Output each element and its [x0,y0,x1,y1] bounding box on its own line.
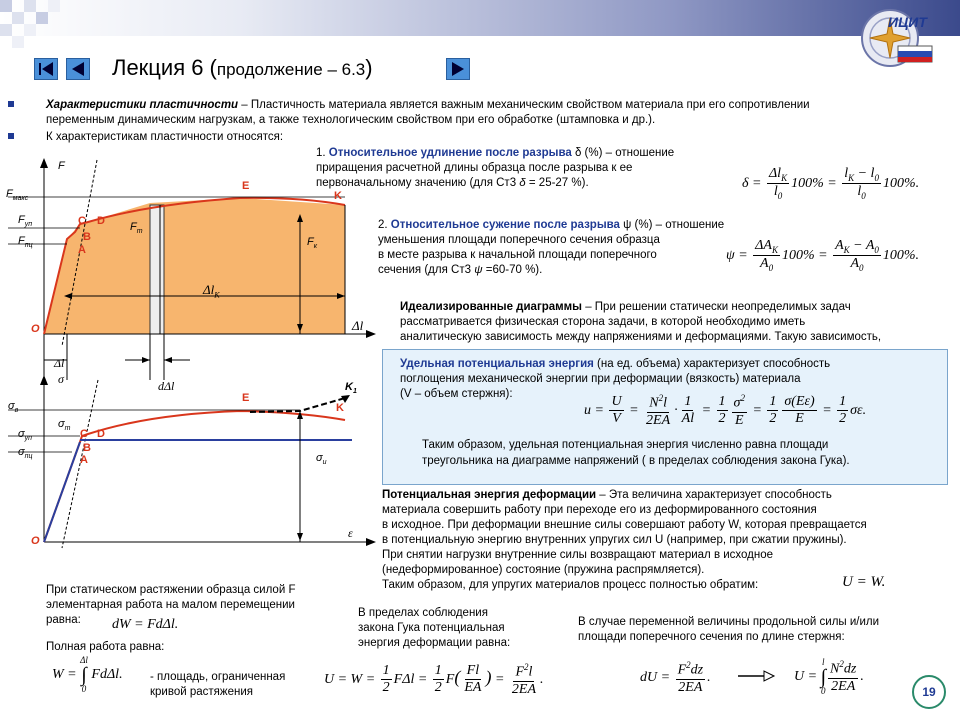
section4-line-1: Потенциальная энергия деформации – Эта величина характеризует способность [382,489,832,501]
intro-line-1: Характеристики пластичности – Пластичность материала является важным механическим свойством материала при его сопротивлении [46,99,810,111]
label-f-max: $F_{макс}$ [6,188,29,203]
section2-line-3: в месте разрыва к начальной площади поперечного [378,249,657,261]
bottom-area-line-2: кривой растяжения [150,686,253,698]
bottom-right-line-1: В случае переменной величины продольной силы и/или [578,616,880,628]
section4-line-5: При снятии нагрузки внутренние силы возвращают материал в исходное [382,549,774,561]
section4-line-7: Таким образом, для упругих материалов процесс полностью обратим: [382,579,759,591]
bullet-marker [8,133,14,139]
label-f-t: $F_т$ [130,221,143,236]
label-point-b: B [83,231,91,243]
header-bar [0,0,960,36]
label-dl-small: Δl [54,356,65,370]
label-sigma-axis: σ [58,372,64,386]
label-point-e: E [242,180,250,192]
section3-line-1: Идеализированные диаграммы – При решении статически неопределимых задач [400,301,851,313]
arrow-right-icon [447,59,469,79]
bottom-left-line-2: элементарная работа на малом перемещении [46,599,295,611]
axis-label-eps: ε [348,526,353,540]
box-conclusion-1: Таким образом, удельная потенциальная энергия численно равна площади [422,439,829,451]
box-line-3: (V – объем стержня): [400,388,513,400]
label-point-k1: $K_1$ [345,381,357,396]
label-d-dl: dΔl [158,379,175,393]
label-f-up: $F_{уп}$ [18,214,33,229]
section4-line-6: (недеформированное) состояние (пружина распрямляется). [382,564,705,576]
nav-next-button[interactable] [446,58,470,80]
formula-u-integral: U = l ∫ 0 $\frac{N^2dz}{2EA}$ . [794,657,864,696]
label-point-k: K [334,190,342,202]
label-point-c: C [78,215,86,227]
label-sigma-t: $\sigma_т$ [58,418,71,433]
box-line-2: поглощения механической энергии при деформации (вязкость) материала [400,373,801,385]
formula-psi: ψ = $\frac{\Delta A_K}{A_0}$ 100% = $\frac{A_K - A_0}{A_0}$ 100%. [726,238,920,273]
section2-line-4: сечения (для Ст3 ψ =60-70 %). [378,264,543,276]
label-point-c-2: C [80,428,88,440]
formula-u-hooke: U = W = $\frac{1}{2}$ FΔl = $\frac{1}{2}$ F( $\frac{Fl}{EA}$ ) = $\frac{F^2l}{2EA}$ . [324,662,544,697]
label-point-a: A [78,244,86,256]
box-conclusion-2: треугольника на диаграмме напряжений ( в пределах соблюдения закона Гука). [422,455,850,467]
nav-prev-button[interactable] [66,58,90,80]
label-point-k-2: K [336,402,344,414]
section4-line-3: в исходное. При деформации внешние силы совершают работу W, которая превращается [382,519,867,531]
bottom-left-line-4: Полная работа равна: [46,641,165,653]
label-point-b-2: B [83,442,91,454]
arrow-left-icon [67,59,89,79]
formula-u-equals-w: U = W. [842,574,886,590]
formula-dw: dW = FdΔl. [112,617,179,632]
intro-line-2: переменным динамическим нагрузкам, а также технологическим свойством при его обработке (штамповка и др.). [46,114,656,126]
bullet-marker [8,101,14,107]
formula-specific-energy: u = $\frac{U}{V}$ = $\frac{N^2l}{2EA}$ · $\frac{1}{Al}$ = $\frac{1}{2}$ $\frac{\sigma^2}{E}$ = $\frac{1}{2}$ $\frac{\sigma(E\varepsilon)}{E}$ = $\frac{1}{2}$ σε. [584,393,867,428]
bottom-left-line-1: При статическом растяжении образца силой F [46,584,296,596]
bottom-mid-line-3: энергия деформации равна: [358,637,511,649]
section2-line-2: уменьшения площади поперечного сечения образца [378,234,660,246]
section4-line-4: в потенциальную энергию внутренних упругих сил U (например, при сжатии пружины). [382,534,847,546]
label-point-e-2: E [242,392,250,404]
page-title: Лекция 6 (продолжение – 6.3) [112,55,373,80]
intro-line-3: К характеристикам пластичности относятся: [46,131,284,143]
label-f-k: $F_к$ [307,236,318,251]
section1-line-1: 1. Относительное удлинение после разрыва δ (%) – отношение [316,147,675,159]
section1-line-3: первоначальному значению (для Ст3 δ = 25-27 %). [316,177,589,189]
formula-du: dU = $\frac{F^2dz}{2EA}$ . [640,660,711,695]
arrow-right-icon [736,668,776,684]
label-sigma-u: $\sigma_и$ [316,452,327,467]
label-sigma-pc: $\sigma_{пц}$ [18,446,33,461]
bottom-mid-line-2: закона Гука потенциальная [358,622,505,634]
label-point-d: D [97,215,105,227]
label-sigma-v: $\sigma_в$ [8,400,19,415]
bottom-left-line-3: равна: [46,614,81,626]
section3-line-2: рассматривается физическая сторона задачи, в которой необходимо иметь [400,316,806,328]
section1-line-2: приращения расчетной длины образца после разрыва к ее [316,162,633,174]
nav-first-button[interactable] [34,58,58,80]
bottom-area-line-1: - площадь, ограниченная [150,671,286,683]
bottom-mid-line-1: В пределах соблюдения [358,607,488,619]
logo-text: ИЦИТ [888,14,927,30]
skip-back-icon [35,59,57,79]
header-decoration [0,0,120,60]
axis-label-dl: Δl [352,318,364,333]
axis-label-f: F [58,160,65,172]
label-f-pc: $F_{пц}$ [18,235,33,250]
bottom-right-line-2: площади поперечного сечения по длине стержня: [578,631,845,643]
label-origin-2: O [31,535,40,547]
label-dl-k: $\Delta l_K$ [203,282,220,300]
page-number-badge: 19 [912,675,946,709]
section2-line-1: 2. Относительное сужение после разрыва ψ (%) – отношение [378,219,725,231]
box-line-1: Удельная потенциальная энергия (на ед. объема) характеризует способность [400,358,831,370]
formula-delta: δ = $\frac{\Delta l_K}{l_0}$ 100% = $\frac{l_K - l_0}{l_0}$ 100%. [742,166,920,201]
label-point-a-2: A [80,454,88,466]
label-sigma-up: $\sigma_{уп}$ [18,428,32,443]
section4-line-2: материала совершить работу при переходе его из деформированного состояния [382,504,817,516]
section3-line-3: аналитическую зависимость между напряжениями и деформациями. Такую зависимость, [400,331,882,343]
label-point-d-2: D [97,428,105,440]
label-origin: O [31,323,40,335]
logo [858,6,938,70]
formula-w-integral: W = Δl ∫ 0 FdΔl. [52,655,123,694]
